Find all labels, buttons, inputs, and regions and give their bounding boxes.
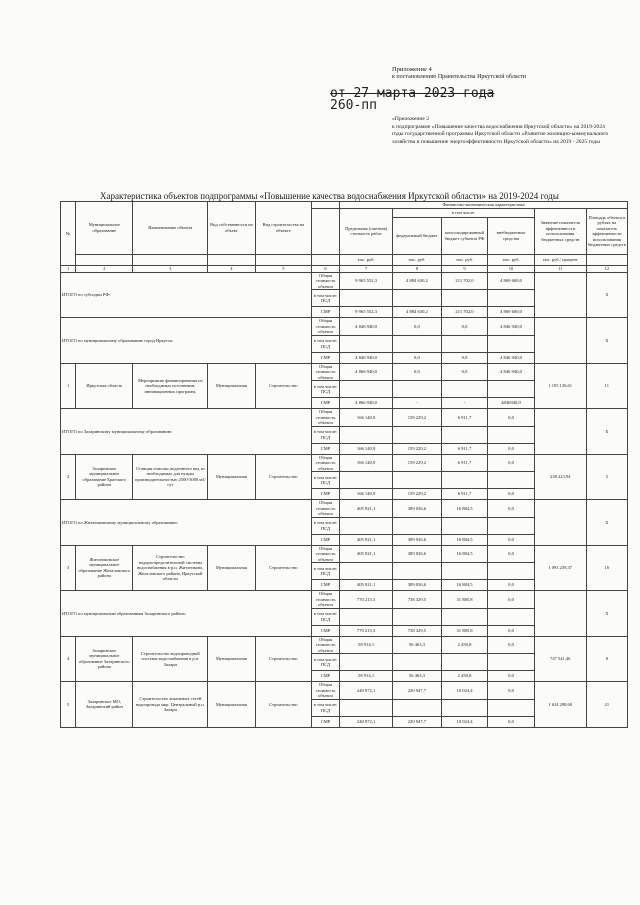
col-regional: консолидированный бюджет субъекта РФ <box>441 217 488 254</box>
value-v10 <box>488 335 535 352</box>
capacity-value: Х <box>586 318 627 364</box>
col-work-type: Вид строительства на объекте <box>255 202 311 255</box>
value-v8: 230 947,7 <box>393 716 442 727</box>
unit-cell: тыс. руб. <box>340 254 393 265</box>
value-v9: 0,0 <box>441 352 488 363</box>
unit-empty <box>255 254 311 265</box>
value-v8: 389 036,6 <box>393 500 442 518</box>
total-group-row <box>61 409 628 427</box>
value-v10: 0,0 <box>488 500 535 518</box>
capacity-value: 8 <box>586 636 627 682</box>
value-v7: 405 921,1 <box>340 580 393 591</box>
col-char <box>311 208 339 254</box>
value-v8 <box>393 563 442 580</box>
efficiency-value <box>534 409 586 455</box>
unit-cell: тыс. руб. <box>441 254 488 265</box>
value-v9 <box>441 699 488 716</box>
col-number: 8 <box>393 265 442 272</box>
value-v10: 4 869 600,0 <box>488 307 535 318</box>
object-name: Строительство локальных сетей водопровода мкр. Центральный р.п. Залари <box>133 682 208 728</box>
value-v7: 58 914,1 <box>340 671 393 682</box>
value-v10: 4 869 600,0 <box>488 272 535 290</box>
value-v10 <box>488 517 535 534</box>
group-title: ИТОГО по Житлеиковскому муниципальному образованию: <box>61 500 312 546</box>
value-v7: 405 921,1 <box>340 545 393 563</box>
efficiency-value: 1 195 136,61 <box>534 363 586 409</box>
value-v8: 0,0 <box>393 318 442 336</box>
value-v10: 0,0 <box>488 545 535 563</box>
object-no: 3 <box>61 545 76 591</box>
psd-label: ПСД <box>320 662 331 667</box>
object-no: 2 <box>61 454 76 500</box>
capacity-value: 11 <box>586 363 627 409</box>
value-v9: 10 024,4 <box>441 716 488 727</box>
incl-label: в том числе: <box>313 702 338 707</box>
value-v8 <box>393 290 442 307</box>
efficiency-value: 1 093 239,37 <box>534 545 586 591</box>
value-v10 <box>488 608 535 625</box>
row-label: Общая стоимость объекта <box>311 591 339 609</box>
value-v10: 4 846 940,0 <box>488 363 535 381</box>
appendix-label: Приложение 4 <box>392 66 432 73</box>
col-number: 4 <box>208 265 256 272</box>
incl-label: в том числе: <box>313 383 338 389</box>
value-v7 <box>340 381 393 398</box>
row-label <box>311 335 339 352</box>
decree-number: 260-пп <box>330 98 377 113</box>
row-label: Общая стоимость объекта <box>311 363 339 381</box>
unit-cell: тыс. руб./ процент <box>534 254 586 265</box>
value-v7: 4 846 940,0 <box>340 318 393 336</box>
value-v8: - <box>393 398 442 409</box>
object-name: Мероприятие финансирования из необходимых источников, инновационных программ, <box>133 363 208 409</box>
col-number: 6 <box>311 265 339 272</box>
col-extra: внебюджетные средства <box>488 217 535 254</box>
value-v8: 389 036,6 <box>393 545 442 563</box>
value-v9: 2 450,8 <box>441 671 488 682</box>
value-v8: 0,0 <box>393 363 442 381</box>
psd-label: ПСД <box>320 707 331 713</box>
value-v9 <box>441 654 488 671</box>
value-v10: 0,0 <box>488 443 535 454</box>
row-label <box>311 563 339 580</box>
col-number: 2 <box>76 265 133 272</box>
group-title: ИТОГО по Заларинскому муниципальному образованию: <box>61 409 312 455</box>
value-v7 <box>340 517 393 534</box>
object-row <box>61 636 628 654</box>
col-capacity: Площадь объекта в рублях на показатель эффективности использования бюджетных средств <box>586 208 627 254</box>
row-label <box>311 426 339 443</box>
capacity-value: 21 <box>586 682 627 728</box>
total-group-row <box>61 500 628 518</box>
row-label: СМР <box>311 716 339 727</box>
psd-label: ПСД <box>320 298 331 303</box>
object-ownership: Муниципальная <box>208 363 256 409</box>
value-v10 <box>488 654 535 671</box>
value-v9: 16 884,5 <box>441 545 488 563</box>
group-title: ИТОГО по муниципальным образованиям Заларинского района: <box>61 591 312 637</box>
value-v10: 0,0 <box>488 534 535 545</box>
unit-empty <box>208 254 256 265</box>
incl-label: в том числе: <box>313 338 338 343</box>
value-v9: 211 702,0 <box>441 272 488 290</box>
value-v9: - <box>441 398 488 409</box>
value-v8: 56 463,3 <box>393 636 442 654</box>
value-v7: 405 921,1 <box>340 500 393 518</box>
value-v8 <box>393 381 442 398</box>
object-municipality: Заларинское муниципальное образование Заларинского района <box>76 636 133 682</box>
object-ownership: Муниципальная <box>208 454 256 500</box>
efficiency-value: 747 541,46 <box>534 636 586 682</box>
row-label <box>311 654 339 671</box>
efficiency-value: 1 624 298,60 <box>534 682 586 728</box>
efficiency-value: 238 223,94 <box>534 454 586 500</box>
psd-label: ПСД <box>320 480 331 485</box>
value-v7: 9 965 552,3 <box>340 307 393 318</box>
value-v7 <box>340 563 393 580</box>
unit-empty <box>311 254 339 265</box>
row-label: СМР <box>311 625 339 636</box>
date-line: от 27 марта 2023 года <box>330 86 495 101</box>
value-v9 <box>441 608 488 625</box>
value-v8: 159 229,2 <box>393 489 442 500</box>
row-label: Общая стоимость объекта <box>311 454 339 472</box>
object-name: Строительство водопроводной системы водоснабжения в р.п. Залари <box>133 636 208 682</box>
col-ownership: Вид собственности на объект <box>208 202 256 255</box>
value-v7 <box>340 654 393 671</box>
value-v9: 0,0 <box>441 363 488 381</box>
value-v9 <box>441 381 488 398</box>
value-v8: 738 329,5 <box>393 591 442 609</box>
incl-label: в том числе: <box>313 611 338 616</box>
value-v8: 4 884 630,2 <box>393 272 442 290</box>
value-v9: 6 911,7 <box>441 443 488 454</box>
row-label: СМР <box>311 307 339 318</box>
value-v10 <box>488 426 535 443</box>
object-municipality: Заларинское МО, Заларинский район <box>76 682 133 728</box>
psd-label: ПСД <box>320 434 331 440</box>
value-v8: 389 036,6 <box>393 580 442 591</box>
incl-label: в том числе: <box>313 474 338 480</box>
value-v10: 0,0 <box>488 671 535 682</box>
value-v10: 0,0 <box>488 682 535 700</box>
value-v9: 211 702,0 <box>441 307 488 318</box>
capacity-value: Х <box>586 591 627 637</box>
value-v9: 16 884,5 <box>441 534 488 545</box>
col-no: № <box>61 202 76 266</box>
value-v9: 0,0 <box>441 318 488 336</box>
value-v8: 159 229,2 <box>393 454 442 472</box>
value-v7: 9 965 552,3 <box>340 272 393 290</box>
value-v8 <box>393 608 442 625</box>
units-row <box>61 254 628 265</box>
object-no: 4 <box>61 636 76 682</box>
value-v10: 0,0 <box>488 625 535 636</box>
col-number: 3 <box>133 265 208 272</box>
total-group-row <box>61 318 628 336</box>
row-label: Общая стоимость объекта <box>311 545 339 563</box>
efficiency-value <box>534 591 586 637</box>
value-v9 <box>441 290 488 307</box>
row-label: СМР <box>311 580 339 591</box>
efficiency-value <box>534 318 586 364</box>
value-v7: 166 140,9 <box>340 443 393 454</box>
decree-label: к постановлению Правительства Иркутской области <box>392 73 526 80</box>
value-v9 <box>441 426 488 443</box>
value-v7: 770 215,3 <box>340 591 393 609</box>
total-group-row <box>61 591 628 609</box>
row-label: Общая стоимость объекта <box>311 682 339 700</box>
value-v7: 166 140,9 <box>340 489 393 500</box>
value-v8: 389 036,6 <box>393 534 442 545</box>
object-work-type: Строительство <box>255 454 311 500</box>
value-v9 <box>441 517 488 534</box>
value-v10 <box>488 290 535 307</box>
decree-header <box>392 66 592 81</box>
document-title: Характеристика объектов подпрограммы «Повышение качества водоснабжения Иркутской области» на 2019-2024 годы <box>100 191 559 201</box>
row-label: Общая стоимость объекта <box>311 409 339 427</box>
value-v10: 0,0 <box>488 636 535 654</box>
col-municipality: Муниципальное образование <box>76 202 133 255</box>
value-v10: 0,0 <box>488 489 535 500</box>
value-v8 <box>393 517 442 534</box>
object-work-type: Строительство <box>255 545 311 591</box>
appendix2-block <box>392 116 612 146</box>
value-v7: 770 215,3 <box>340 625 393 636</box>
total-group-row <box>61 272 628 290</box>
row-label: СМР <box>311 489 339 500</box>
value-v7: 240 972,1 <box>340 682 393 700</box>
object-row <box>61 454 628 472</box>
appendix2-line1: «Приложение 2 <box>392 116 430 122</box>
value-v7: 240 972,1 <box>340 716 393 727</box>
col-incl: в том числе: <box>393 208 535 217</box>
appendix2-text: к подпрограмме «Повышение качества водоснабжения Иркутской области» на 2019-2024 годы государственной программы Иркутской области «Развитие жилищно-коммунального хозяйства и повышение энергоэффективности Иркутской области» на 2019 - 2025 годы <box>392 123 609 145</box>
value-v7: 4 866 940,0 <box>340 398 393 409</box>
col-number: 1 <box>61 265 76 272</box>
psd-label: ПСД <box>320 616 331 622</box>
object-municipality: Заларинское муниципальное образование Братского района <box>76 454 133 500</box>
incl-label: в том числе: <box>313 429 338 434</box>
value-v8: 738 329,5 <box>393 625 442 636</box>
psd-label: ПСД <box>320 389 331 394</box>
row-label <box>311 699 339 716</box>
object-work-type: Строительство <box>255 682 311 728</box>
col-federal: федеральный бюджет <box>393 217 442 254</box>
value-v8: 56 463,3 <box>393 671 442 682</box>
object-municipality: Житлеиковское муниципальное образование Жигаловского района <box>76 545 133 591</box>
psd-label: ПСД <box>320 343 331 349</box>
col-efficiency: Значение показателя эффективности использования бюджетных средств <box>534 208 586 254</box>
object-no: 5 <box>61 682 76 728</box>
value-v7 <box>340 472 393 489</box>
row-label <box>311 381 339 398</box>
incl-label: в том числе: <box>313 565 338 571</box>
value-v8: 159 229,2 <box>393 409 442 427</box>
value-v8: 0,0 <box>393 352 442 363</box>
value-v10: 0,0 <box>488 580 535 591</box>
value-v10: 4 846 940,0 <box>488 352 535 363</box>
capacity-value: 5 <box>586 454 627 500</box>
value-v10 <box>488 472 535 489</box>
row-label: СМР <box>311 352 339 363</box>
value-v8: 230 947,7 <box>393 682 442 700</box>
value-v7 <box>340 426 393 443</box>
value-v10: 4 846 940,0 <box>488 318 535 336</box>
row-label <box>311 472 339 489</box>
value-v9: 6 911,7 <box>441 489 488 500</box>
objects-table <box>60 201 628 728</box>
value-v10: 0,0 <box>488 716 535 727</box>
incl-label: в том числе: <box>313 292 338 298</box>
incl-label: в том числе: <box>313 656 338 662</box>
capacity-value: Х <box>586 500 627 546</box>
value-v7: 4 866 940,0 <box>340 363 393 381</box>
value-v8 <box>393 426 442 443</box>
value-v8 <box>393 335 442 352</box>
object-no: 1 <box>61 363 76 409</box>
row-label: СМР <box>311 671 339 682</box>
value-v8 <box>393 654 442 671</box>
row-label <box>311 290 339 307</box>
value-v9: 16 884,5 <box>441 500 488 518</box>
value-v8 <box>393 472 442 489</box>
value-v7: 166 140,9 <box>340 409 393 427</box>
value-v9: 6 911,7 <box>441 409 488 427</box>
object-ownership: Муниципальная <box>208 682 256 728</box>
row-label: СМР <box>311 534 339 545</box>
object-name: Строительство водораспределительной системы водоснабжения в р.п. Житлеиково, Жигаловского района, Иркутской области <box>133 545 208 591</box>
value-v9: 31 885,8 <box>441 625 488 636</box>
value-v10: 4846940,0 <box>488 398 535 409</box>
unit-empty <box>133 254 208 265</box>
object-row <box>61 363 628 381</box>
object-municipality: Иркутская область <box>76 363 133 409</box>
object-work-type: Строительство <box>255 363 311 409</box>
object-work-type: Строительство <box>255 636 311 682</box>
value-v7 <box>340 335 393 352</box>
row-label: СМР <box>311 443 339 454</box>
col-number: 5 <box>255 265 311 272</box>
date-stamp <box>330 88 494 112</box>
capacity-value: Х <box>586 409 627 455</box>
object-ownership: Муниципальная <box>208 636 256 682</box>
value-v9 <box>441 335 488 352</box>
value-v9 <box>441 563 488 580</box>
psd-label: ПСД <box>320 571 331 576</box>
unit-empty <box>586 254 627 265</box>
object-row <box>61 545 628 563</box>
row-label: Общая стоимость объекта <box>311 636 339 654</box>
unit-cell: тыс. руб. <box>393 254 442 265</box>
value-v7: 405 921,1 <box>340 534 393 545</box>
row-label <box>311 517 339 534</box>
value-v9: 2 450,8 <box>441 636 488 654</box>
value-v9: 31 885,8 <box>441 591 488 609</box>
value-v10: 0,0 <box>488 454 535 472</box>
unit-empty <box>76 254 133 265</box>
value-v7 <box>340 290 393 307</box>
col-number: 11 <box>534 265 586 272</box>
row-label: Общая стоимость объекта <box>311 272 339 290</box>
value-v10: 0,0 <box>488 591 535 609</box>
object-ownership: Муниципальная <box>208 545 256 591</box>
object-name: Станция очистки подземного вод из необходимых для нужды производительностью 2500-3000 м3/сут <box>133 454 208 500</box>
value-v10: 0,0 <box>488 409 535 427</box>
group-title: ИТОГО по субсидии РФ: <box>61 272 312 318</box>
value-v7: 166 140,9 <box>340 454 393 472</box>
value-v9: 10 024,4 <box>441 682 488 700</box>
col-estimated-cost: Предельная (сметная) стоимость работ <box>340 208 393 254</box>
value-v9: 16 884,5 <box>441 580 488 591</box>
value-v8: 4 884 630,2 <box>393 307 442 318</box>
unit-cell: тыс. руб. <box>488 254 535 265</box>
row-label: Общая стоимость объекта <box>311 500 339 518</box>
col-number: 10 <box>488 265 535 272</box>
value-v9 <box>441 472 488 489</box>
efficiency-value <box>534 272 586 318</box>
col-funding-head: Финансово-экономическая характеристика <box>340 202 628 209</box>
value-v7: 58 914,1 <box>340 636 393 654</box>
capacity-value: Х <box>586 272 627 318</box>
value-v10 <box>488 563 535 580</box>
value-v7 <box>340 699 393 716</box>
incl-label: в том числе: <box>313 520 338 525</box>
value-v7: 4 846 940,0 <box>340 352 393 363</box>
row-label: Общая стоимость объекта <box>311 318 339 336</box>
row-label: СМР <box>311 398 339 409</box>
capacity-value: 16 <box>586 545 627 591</box>
value-v10 <box>488 699 535 716</box>
value-v8: 159 229,2 <box>393 443 442 454</box>
efficiency-value <box>534 500 586 546</box>
row-label <box>311 608 339 625</box>
group-title: ИТОГО по муниципальному образованию город Иркутск: <box>61 318 312 364</box>
object-row <box>61 682 628 700</box>
col-number: 12 <box>586 265 627 272</box>
col-number: 9 <box>441 265 488 272</box>
value-v7 <box>340 608 393 625</box>
value-v9: 6 911,7 <box>441 454 488 472</box>
psd-label: ПСД <box>320 525 331 531</box>
value-v10 <box>488 381 535 398</box>
col-object-name: Наименование объекта <box>133 202 208 255</box>
numbers-row <box>61 265 628 272</box>
value-v8 <box>393 699 442 716</box>
col-number: 7 <box>340 265 393 272</box>
